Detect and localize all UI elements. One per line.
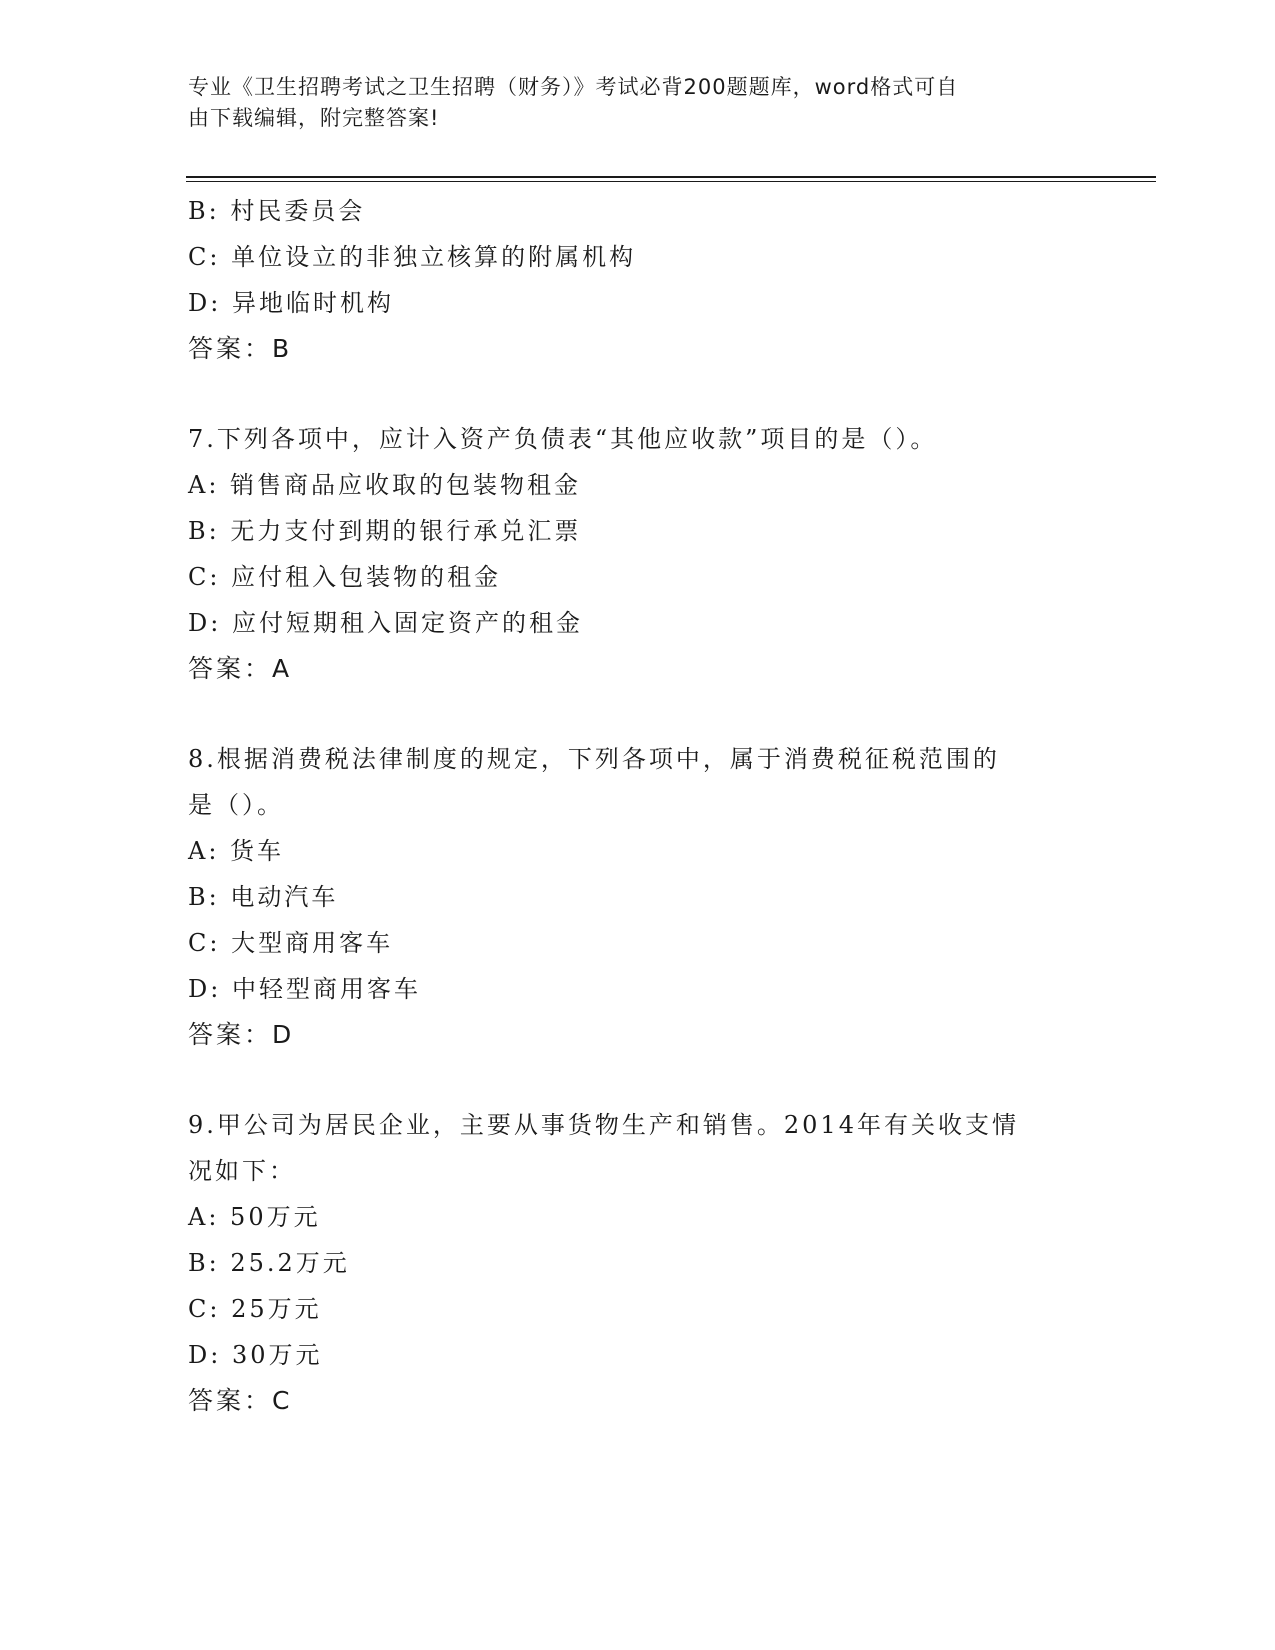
question-content (188, 188, 1088, 1424)
question-stem-continued: 况如下： (188, 1157, 296, 1185)
header-divider-thick (186, 176, 1156, 178)
option-c: C: 应付租入包装物的租金 (188, 563, 502, 591)
option-d: D: 30万元 (188, 1341, 323, 1369)
option-b: B: 无力支付到期的银行承兑汇票 (188, 517, 582, 545)
header-line-1: 专业《卫生招聘考试之卫生招聘（财务）》考试必背200题题库，word格式可自 (188, 75, 959, 99)
header-line-2: 由下载编辑，附完整答案! (188, 106, 440, 130)
answer-line: 答案：C (188, 1386, 293, 1415)
question-stem: 9.甲公司为居民企业，主要从事货物生产和销售。2014年有关收支情 (188, 1111, 1019, 1139)
option-b: B: 村民委员会 (188, 197, 366, 225)
option-a: A: 销售商品应收取的包装物租金 (188, 471, 582, 499)
question-stem: 8.根据消费税法律制度的规定，下列各项中，属于消费税征税范围的 (188, 745, 1000, 773)
spacer (188, 692, 1088, 736)
option-d: D: 应付短期租入固定资产的租金 (188, 609, 583, 637)
option-b: B: 25.2万元 (188, 1249, 350, 1277)
spacer (188, 1058, 1088, 1102)
answer-line: 答案：D (188, 1020, 295, 1049)
option-d: D: 异地临时机构 (188, 289, 394, 317)
option-c: C: 25万元 (188, 1295, 322, 1323)
option-a: A: 货车 (188, 837, 285, 865)
header-divider-thin (186, 181, 1156, 182)
option-b: B: 电动汽车 (188, 883, 339, 911)
answer-line: 答案：B (188, 334, 293, 363)
option-c: C: 单位设立的非独立核算的附属机构 (188, 243, 637, 271)
option-c: C: 大型商用客车 (188, 929, 394, 957)
question-9 (188, 1102, 1088, 1424)
spacer (188, 372, 1088, 416)
option-a: A: 50万元 (188, 1203, 321, 1231)
question-stem-continued: 是（）。 (188, 791, 284, 819)
carryover-question (188, 188, 1088, 372)
question-7 (188, 416, 1088, 692)
answer-line: 答案：A (188, 654, 293, 683)
document-header (188, 72, 1068, 134)
question-8 (188, 736, 1088, 1058)
option-d: D: 中轻型商用客车 (188, 975, 421, 1003)
question-stem: 7.下列各项中，应计入资产负债表“其他应收款”项目的是（）。 (188, 425, 938, 453)
